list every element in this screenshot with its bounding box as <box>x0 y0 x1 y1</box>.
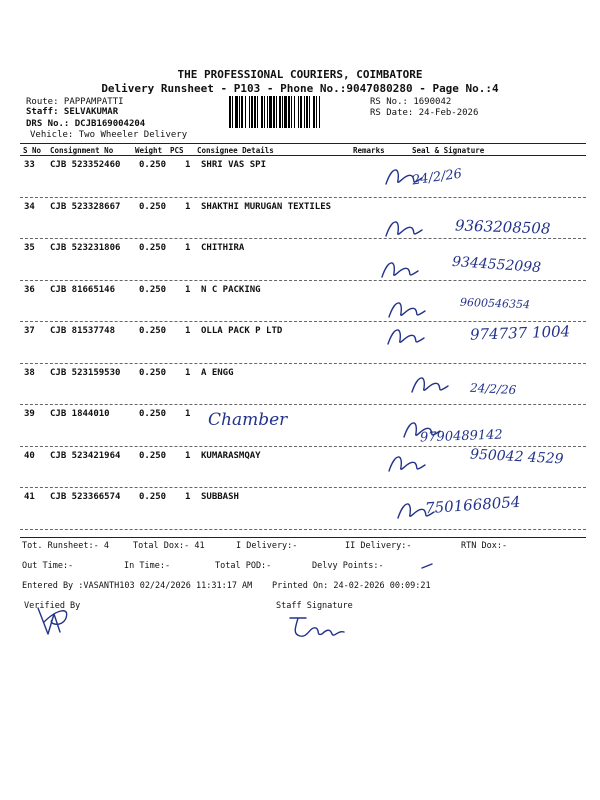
row-separator <box>20 529 586 530</box>
barcode-bar <box>276 96 277 128</box>
barcode-bar <box>254 96 256 128</box>
row-consignment: CJB 81665146 <box>50 285 116 295</box>
verified-signature <box>30 600 90 640</box>
col-pcs: PCS <box>170 146 184 155</box>
row-handwriting: 7501668054 <box>424 492 521 518</box>
printed-on: Printed On: 24-02-2026 00:09:21 <box>272 581 431 591</box>
col-seal: Seal & Signature <box>412 146 485 155</box>
barcode-bar <box>309 96 310 128</box>
row-consignee: SHAKTHI MURUGAN TEXTILES <box>201 202 332 212</box>
row-separator <box>20 446 586 447</box>
barcode-bar <box>288 96 290 128</box>
row-pcs: 1 <box>185 409 191 419</box>
row-handwriting: 9363208508 <box>454 216 551 238</box>
row-consignment: CJB 523366574 <box>50 492 121 502</box>
row-sno: 38 <box>24 368 35 378</box>
row-sno: 34 <box>24 202 35 212</box>
barcode-bar <box>291 96 292 128</box>
row-handwriting: 950042 4529 <box>469 446 564 468</box>
row-handwriting: 24/2/26 <box>411 166 463 189</box>
signature-scribble <box>382 162 452 192</box>
col-sno: S No <box>23 146 42 155</box>
row-separator <box>20 238 586 239</box>
barcode-bar <box>239 96 240 128</box>
barcode-bar <box>282 96 283 128</box>
row-consignee: KUMARASMQAY <box>201 451 261 461</box>
i-delivery: I Delivery:- <box>236 541 298 551</box>
col-consignee: Consignee Details <box>197 146 274 155</box>
row-sno: 33 <box>24 160 35 170</box>
col-consignment: Consignment No <box>50 146 114 155</box>
row-pcs: 1 <box>185 368 191 378</box>
barcode-bar <box>298 96 299 128</box>
row-consignment: CJB 523421964 <box>50 451 121 461</box>
table-top-rule <box>20 143 586 144</box>
barcode-bar <box>284 96 287 128</box>
row-handwriting: 9600546354 <box>459 295 531 312</box>
row-sno: 37 <box>24 326 35 336</box>
staff-signature <box>286 612 356 642</box>
row-sno: 39 <box>24 409 35 419</box>
row-handwriting: 9790489142 <box>419 427 503 446</box>
barcode <box>228 96 368 128</box>
row-weight: 0.250 <box>139 243 167 253</box>
row-sno: 40 <box>24 451 35 461</box>
row-weight: 0.250 <box>139 326 167 336</box>
drs-label: DRS No.: DCJB169004204 <box>26 119 146 129</box>
barcode-bar <box>306 96 308 128</box>
row-weight: 0.250 <box>139 160 167 170</box>
row-sno: 36 <box>24 285 35 295</box>
barcode-bar <box>232 96 233 128</box>
row-consignee: CHITHIRA <box>201 243 245 253</box>
total-pod: Total POD:- <box>215 561 272 571</box>
row-pcs: 1 <box>185 160 191 170</box>
row-handwriting: 24/2/26 <box>469 380 517 398</box>
tot-runsheet: Tot. Runsheet:- 4 <box>22 541 109 551</box>
barcode-bar <box>316 96 317 128</box>
company-title: THE PROFESSIONAL COURIERS, COIMBATORE <box>177 68 423 81</box>
row-consignment: CJB 1844010 <box>50 409 110 419</box>
row-consignment: CJB 523159530 <box>50 368 121 378</box>
row-consignee: A ENGG <box>201 368 234 378</box>
barcode-bar <box>235 96 238 128</box>
col-weight: Weight <box>135 146 163 155</box>
vehicle-label: Vehicle: Two Wheeler Delivery <box>30 130 188 140</box>
row-handwriting: 9344552098 <box>451 253 542 277</box>
ii-delivery: II Delivery:- <box>345 541 412 551</box>
row-separator <box>20 321 586 322</box>
row-separator <box>20 280 586 281</box>
barcode-bar <box>249 96 250 128</box>
signature-scribble <box>408 370 478 400</box>
barcode-bar <box>313 96 315 128</box>
barcode-bar <box>241 96 243 128</box>
delvy-points: Delvy Points:- <box>312 561 384 571</box>
row-weight: 0.250 <box>139 451 167 461</box>
rtn-dox: RTN Dox:- <box>461 541 508 551</box>
barcode-bar <box>279 96 281 128</box>
barcode-bar <box>229 96 231 128</box>
barcode-bar <box>261 96 263 128</box>
staff-label: Staff: SELVAKUMAR <box>26 107 119 117</box>
row-pcs: 1 <box>185 492 191 502</box>
signature-scribble <box>385 449 455 479</box>
footer-rule <box>20 537 586 538</box>
barcode-bar <box>304 96 305 128</box>
row-separator <box>20 197 586 198</box>
row-weight: 0.250 <box>139 202 167 212</box>
row-consignee: Chamber <box>208 410 288 430</box>
barcode-bar <box>300 96 302 128</box>
row-separator <box>20 487 586 488</box>
rs-number: RS No.: 1690042 <box>370 97 452 107</box>
barcode-bar <box>319 96 320 128</box>
row-consignment: CJB 523328667 <box>50 202 121 212</box>
barcode-bar <box>264 96 265 128</box>
row-pcs: 1 <box>185 451 191 461</box>
row-consignment: CJB 523231806 <box>50 243 121 253</box>
signature-scribble <box>382 214 452 244</box>
row-sno: 41 <box>24 492 35 502</box>
row-sno: 35 <box>24 243 35 253</box>
row-consignee: SHRI VAS SPI <box>201 160 267 170</box>
pen-tick-mark <box>420 562 434 570</box>
row-separator <box>20 363 586 364</box>
barcode-bar <box>245 96 246 128</box>
barcode-bar <box>294 96 295 128</box>
row-weight: 0.250 <box>139 285 167 295</box>
row-weight: 0.250 <box>139 368 167 378</box>
runsheet-subtitle: Delivery Runsheet - P103 - Phone No.:9047080280 - Page No.:4 <box>101 82 499 95</box>
barcode-bar <box>257 96 258 128</box>
signature-scribble <box>384 322 454 352</box>
barcode-bar <box>251 96 253 128</box>
row-pcs: 1 <box>185 285 191 295</box>
row-separator <box>20 404 586 405</box>
staff-signature-label: Staff Signature <box>276 601 353 611</box>
table-header-rule <box>20 155 586 156</box>
signature-scribble <box>400 415 470 445</box>
row-consignee: SUBBASH <box>201 492 239 502</box>
out-time: Out Time:- <box>22 561 74 571</box>
barcode-bar <box>269 96 272 128</box>
col-remarks: Remarks <box>353 146 385 155</box>
barcode-bar <box>267 96 268 128</box>
signature-scribble <box>394 496 464 526</box>
row-pcs: 1 <box>185 243 191 253</box>
barcode-bar <box>273 96 275 128</box>
entered-by: Entered By :VASANTH103 02/24/2026 11:31:17 AM <box>22 581 253 591</box>
verified-by-label: Verified By <box>24 601 81 611</box>
row-weight: 0.250 <box>139 409 167 419</box>
row-pcs: 1 <box>185 326 191 336</box>
row-pcs: 1 <box>185 202 191 212</box>
row-consignee: OLLA PACK P LTD <box>201 326 283 336</box>
total-dox: Total Dox:- 41 <box>133 541 205 551</box>
row-consignment: CJB 523352460 <box>50 160 121 170</box>
row-weight: 0.250 <box>139 492 167 502</box>
route-label: Route: PAPPAMPATTI <box>26 97 124 107</box>
rs-date: RS Date: 24-Feb-2026 <box>370 108 479 118</box>
row-consignment: CJB 81537748 <box>50 326 116 336</box>
in-time: In Time:- <box>124 561 171 571</box>
row-consignee: N C PACKING <box>201 285 261 295</box>
row-handwriting: 974737 1004 <box>469 322 571 344</box>
